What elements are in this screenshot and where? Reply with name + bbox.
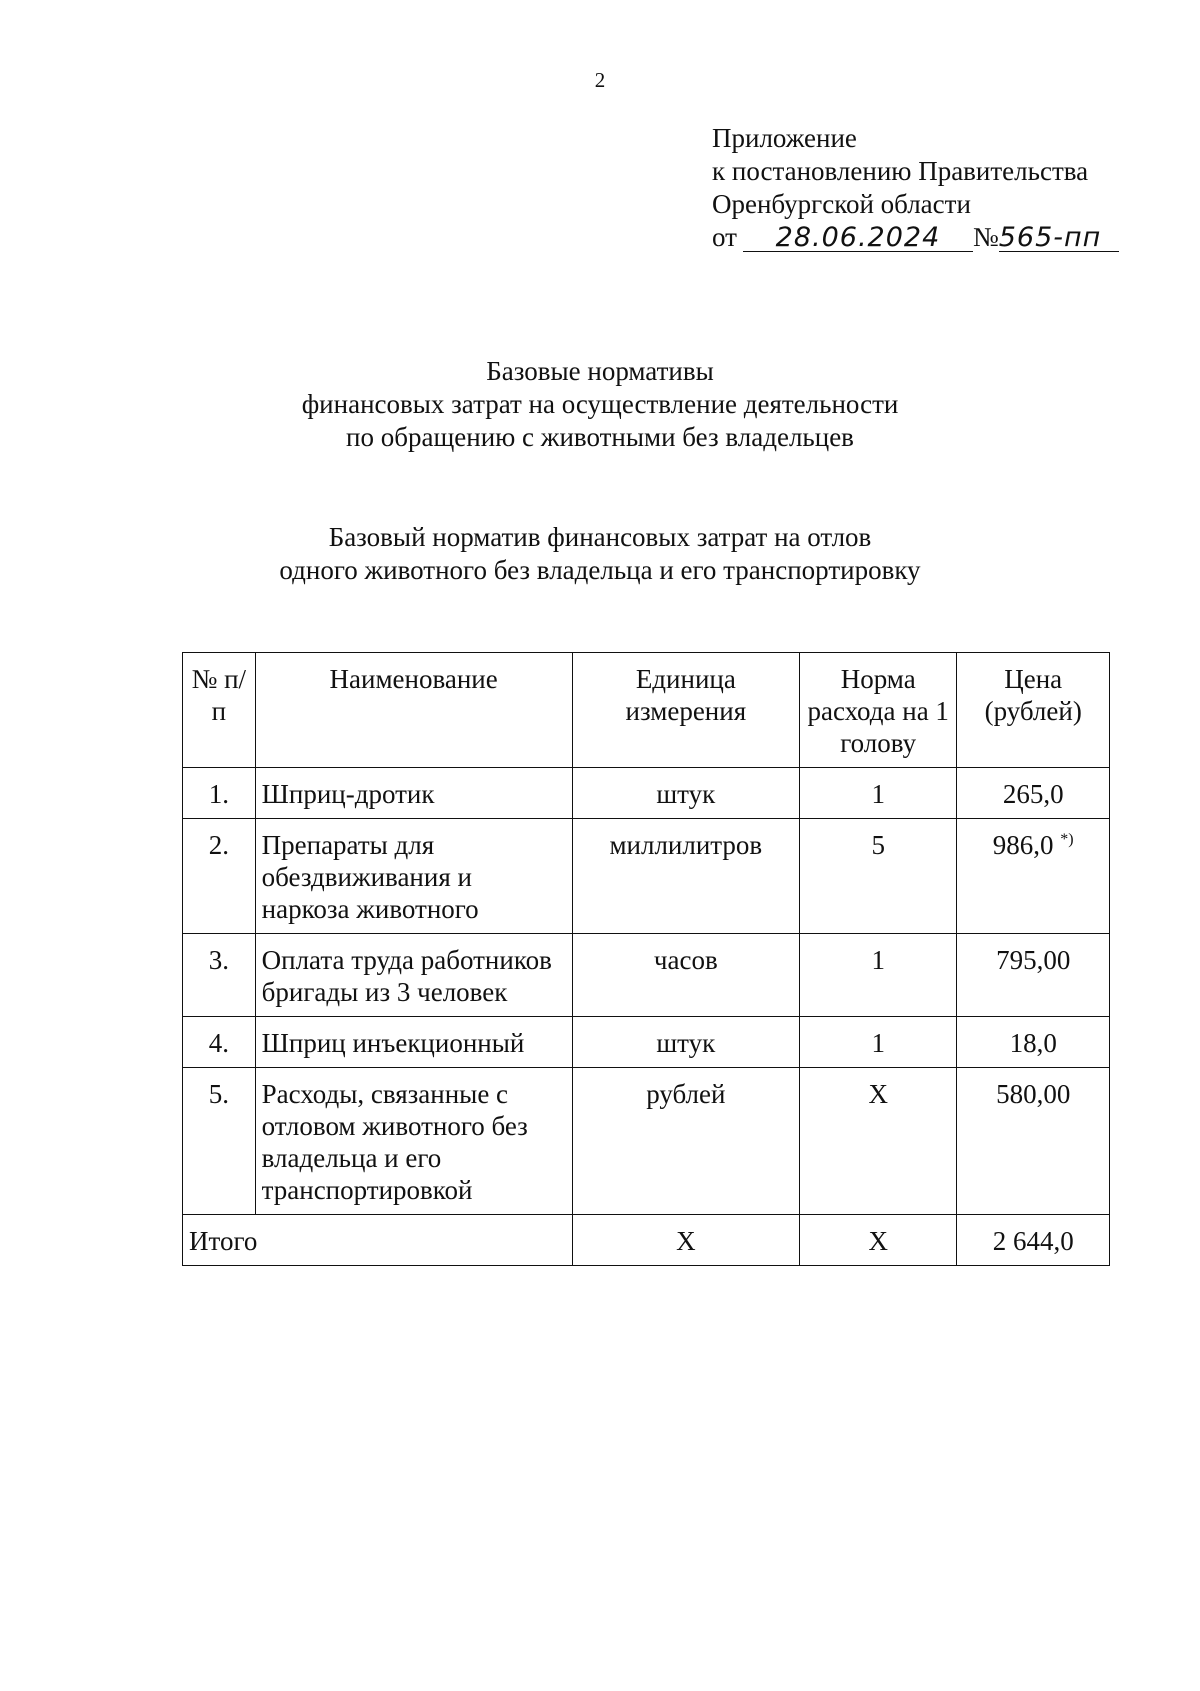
row-norm: 5 bbox=[800, 819, 957, 934]
row-unit: рублей bbox=[572, 1068, 799, 1215]
total-unit: X bbox=[572, 1215, 799, 1266]
table-subtitle bbox=[0, 521, 1200, 587]
table-row bbox=[183, 819, 1110, 934]
header-num: № п/п bbox=[183, 653, 256, 768]
handwritten-date: 28.06.2024 bbox=[743, 225, 973, 252]
appendix-date-line bbox=[712, 221, 1119, 254]
table-row bbox=[183, 1068, 1110, 1215]
row-price: 580,00 bbox=[957, 1068, 1110, 1215]
table-row bbox=[183, 1017, 1110, 1068]
page-number: 2 bbox=[594, 68, 606, 92]
row-norm: 1 bbox=[800, 934, 957, 1017]
row-unit: штук bbox=[572, 1017, 799, 1068]
total-row bbox=[183, 1215, 1110, 1266]
row-name: Препараты для обездвиживания и наркоза животного bbox=[255, 819, 572, 934]
row-price: 986,0 bbox=[992, 830, 1054, 860]
table-row bbox=[183, 768, 1110, 819]
norms-table bbox=[182, 652, 1110, 1266]
document-title bbox=[0, 355, 1200, 454]
title-line-1: Базовые нормативы bbox=[486, 356, 714, 386]
footnote-mark: *) bbox=[1060, 831, 1074, 848]
subtitle-line-2: одного животного без владельца и его транспортировку bbox=[279, 555, 921, 585]
appendix-line-3: Оренбургской области bbox=[712, 189, 971, 219]
row-name: Шприц-дротик bbox=[255, 768, 572, 819]
appendix-header bbox=[712, 122, 1119, 254]
row-price-cell bbox=[957, 819, 1110, 934]
row-norm: X bbox=[800, 1068, 957, 1215]
row-num: 4. bbox=[183, 1017, 256, 1068]
row-name: Шприц инъекционный bbox=[255, 1017, 572, 1068]
row-num: 2. bbox=[183, 819, 256, 934]
row-norm: 1 bbox=[800, 768, 957, 819]
appendix-line-2: к постановлению Правительства bbox=[712, 156, 1089, 186]
header-name: Наименование bbox=[255, 653, 572, 768]
table-row bbox=[183, 934, 1110, 1017]
row-num: 5. bbox=[183, 1068, 256, 1215]
total-price: 2 644,0 bbox=[957, 1215, 1110, 1266]
title-line-2: финансовых затрат на осуществление деятельности bbox=[301, 389, 899, 419]
row-name: Оплата труда работников бригады из 3 человек bbox=[255, 934, 572, 1017]
header-unit: Единица измерения bbox=[572, 653, 799, 768]
subtitle-line-1: Базовый норматив финансовых затрат на отлов bbox=[328, 522, 872, 552]
row-num: 1. bbox=[183, 768, 256, 819]
row-unit: миллилитров bbox=[572, 819, 799, 934]
number-prefix: № bbox=[972, 222, 999, 252]
row-unit: часов bbox=[572, 934, 799, 1017]
row-num: 3. bbox=[183, 934, 256, 1017]
total-label: Итого bbox=[183, 1215, 573, 1266]
date-prefix: от bbox=[712, 222, 737, 252]
row-name: Расходы, связанные с отловом животного без владельца и его транспортировкой bbox=[255, 1068, 572, 1215]
total-norm: X bbox=[800, 1215, 957, 1266]
header-norm: Норма расхода на 1 голову bbox=[800, 653, 957, 768]
handwritten-number: 565-пп bbox=[999, 225, 1119, 252]
row-price: 18,0 bbox=[957, 1017, 1110, 1068]
row-unit: штук bbox=[572, 768, 799, 819]
appendix-line-1: Приложение bbox=[712, 123, 857, 153]
row-price: 795,00 bbox=[957, 934, 1110, 1017]
title-line-3: по обращению с животными без владельцев bbox=[346, 422, 854, 452]
row-norm: 1 bbox=[800, 1017, 957, 1068]
header-price: Цена (рублей) bbox=[957, 653, 1110, 768]
table-header-row bbox=[183, 653, 1110, 768]
row-price: 265,0 bbox=[957, 768, 1110, 819]
